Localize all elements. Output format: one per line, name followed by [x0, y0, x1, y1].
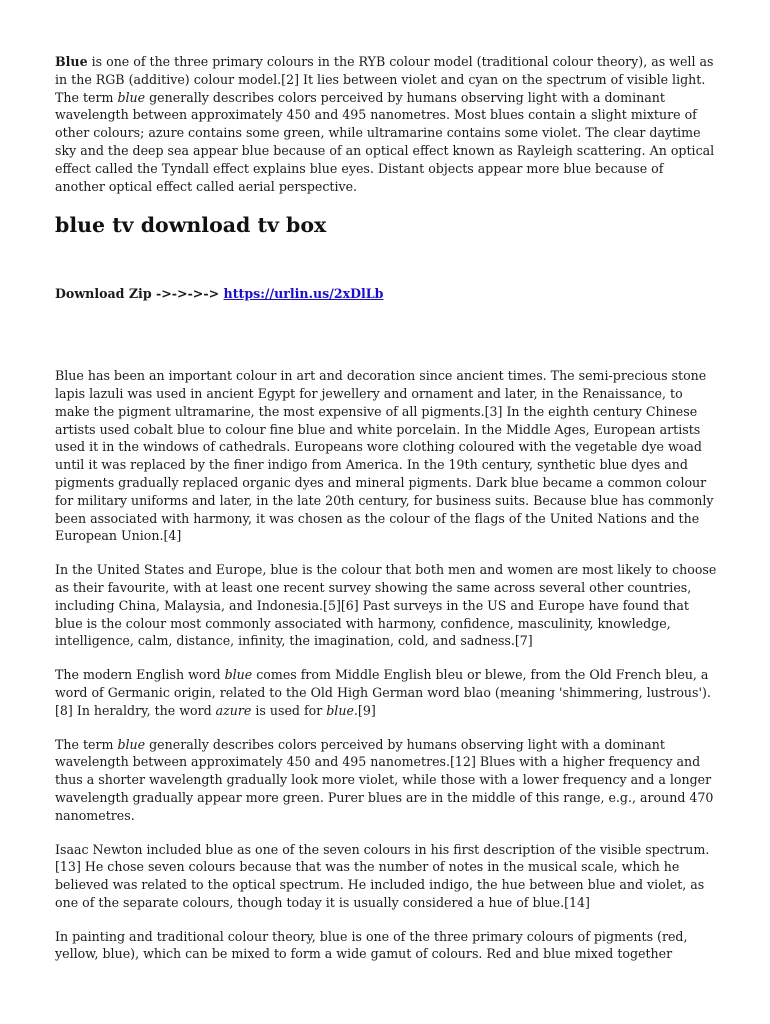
paragraph-etymology: The modern English word blue comes from Middle English bleu or blewe, from the Old French bleu, a word of Germanic origin, related to the Old High German word blao (meaning 'shimmering, lustrous').[8] In heraldry, the word azure is used for blue.[9] [55, 667, 711, 718]
spacer [55, 303, 717, 367]
download-line [55, 285, 717, 303]
page-heading: blue tv download tv box [55, 213, 327, 238]
paragraph-newton: Isaac Newton included blue as one of the seven colours in his first description of the visible spectrum.[13] He chose seven colours because that was the number of notes in the musical scale, which he believed was related to the optical spectrum. He included indigo, the hue between blue and violet, as one of the separate colours, though today it is usually considered a hue of blue.[14] [55, 841, 710, 910]
download-label: Download Zip ->->->-> [55, 286, 224, 302]
paragraph-surveys: In the United States and Europe, blue is the colour that both men and women are most likely to choose as their favourite, with at least one recent survey showing the same across several other countries, including China, Malaysia, and Indonesia.[5][6] Past surveys in the US and Europe have found that blue is the colour most commonly associated with harmony, confidence, masculinity, knowledge, intelligence, calm, distance, infinity, the imagination, cold, and sadness.[7] [55, 562, 717, 649]
paragraph-history: Blue has been an important colour in art and decoration since ancient times. The semi-precious stone lapis lazuli was used in ancient Egypt for jewellery and ornament and later, in the Renaissance, to make the pigment ultramarine, the most expensive of all pigments.[3] In the eighth century Chinese artists used cobalt blue to colour fine blue and white porcelain. In the Middle Ages, European artists used it in the windows of cathedrals. Europeans wore clothing coloured with the vegetable dye woad until it was replaced by the finer indigo from America. In the 19th century, synthetic blue dyes and pigments gradually replaced organic dyes and mineral pigments. Dark blue became a common colour for military uniforms and later, in the late 20th century, for business suits. Because blue has commonly been associated with harmony, it was chosen as the colour of the flags of the United Nations and the European Union.[4] [55, 368, 714, 544]
intro-bold-term: Blue [55, 54, 88, 69]
download-link[interactable]: https://urlin.us/2xDlLb [223, 286, 384, 302]
document-page [55, 53, 717, 979]
paragraph-painting: In painting and traditional colour theory, blue is one of the three primary colours of pigments (red, yellow, blue), which can be mixed to form a wide gamut of colours. Red and blue mixed together [55, 928, 688, 962]
intro-paragraph: Blue is one of the three primary colours in the RYB colour model (traditional colour theory), as well as in the RGB (additive) colour model.[2] It lies between violet and cyan on the spectrum of visible light. The term blue generally describes colors perceived by humans observing light with a dominant wavelength between approximately 450 and 495 nanometres. Most blues contain a slight mixture of other colours; azure contains some green, while ultramarine contains some violet. The clear daytime sky and the deep sea appear blue because of an optical effect known as Rayleigh scattering. An optical effect called the Tyndall effect explains blue eyes. Distant objects appear more blue because of another optical effect called aerial perspective. [55, 54, 715, 194]
paragraph-wavelength: The term blue generally describes colors perceived by humans observing light with a dominant wavelength between approximately 450 and 495 nanometres.[12] Blues with a higher frequency and thus a shorter wavelength gradually look more violet, while those with a lower frequency and a longer wavelength gradually appear more green. Purer blues are in the middle of this range, e.g., around 470 nanometres. [55, 736, 714, 823]
